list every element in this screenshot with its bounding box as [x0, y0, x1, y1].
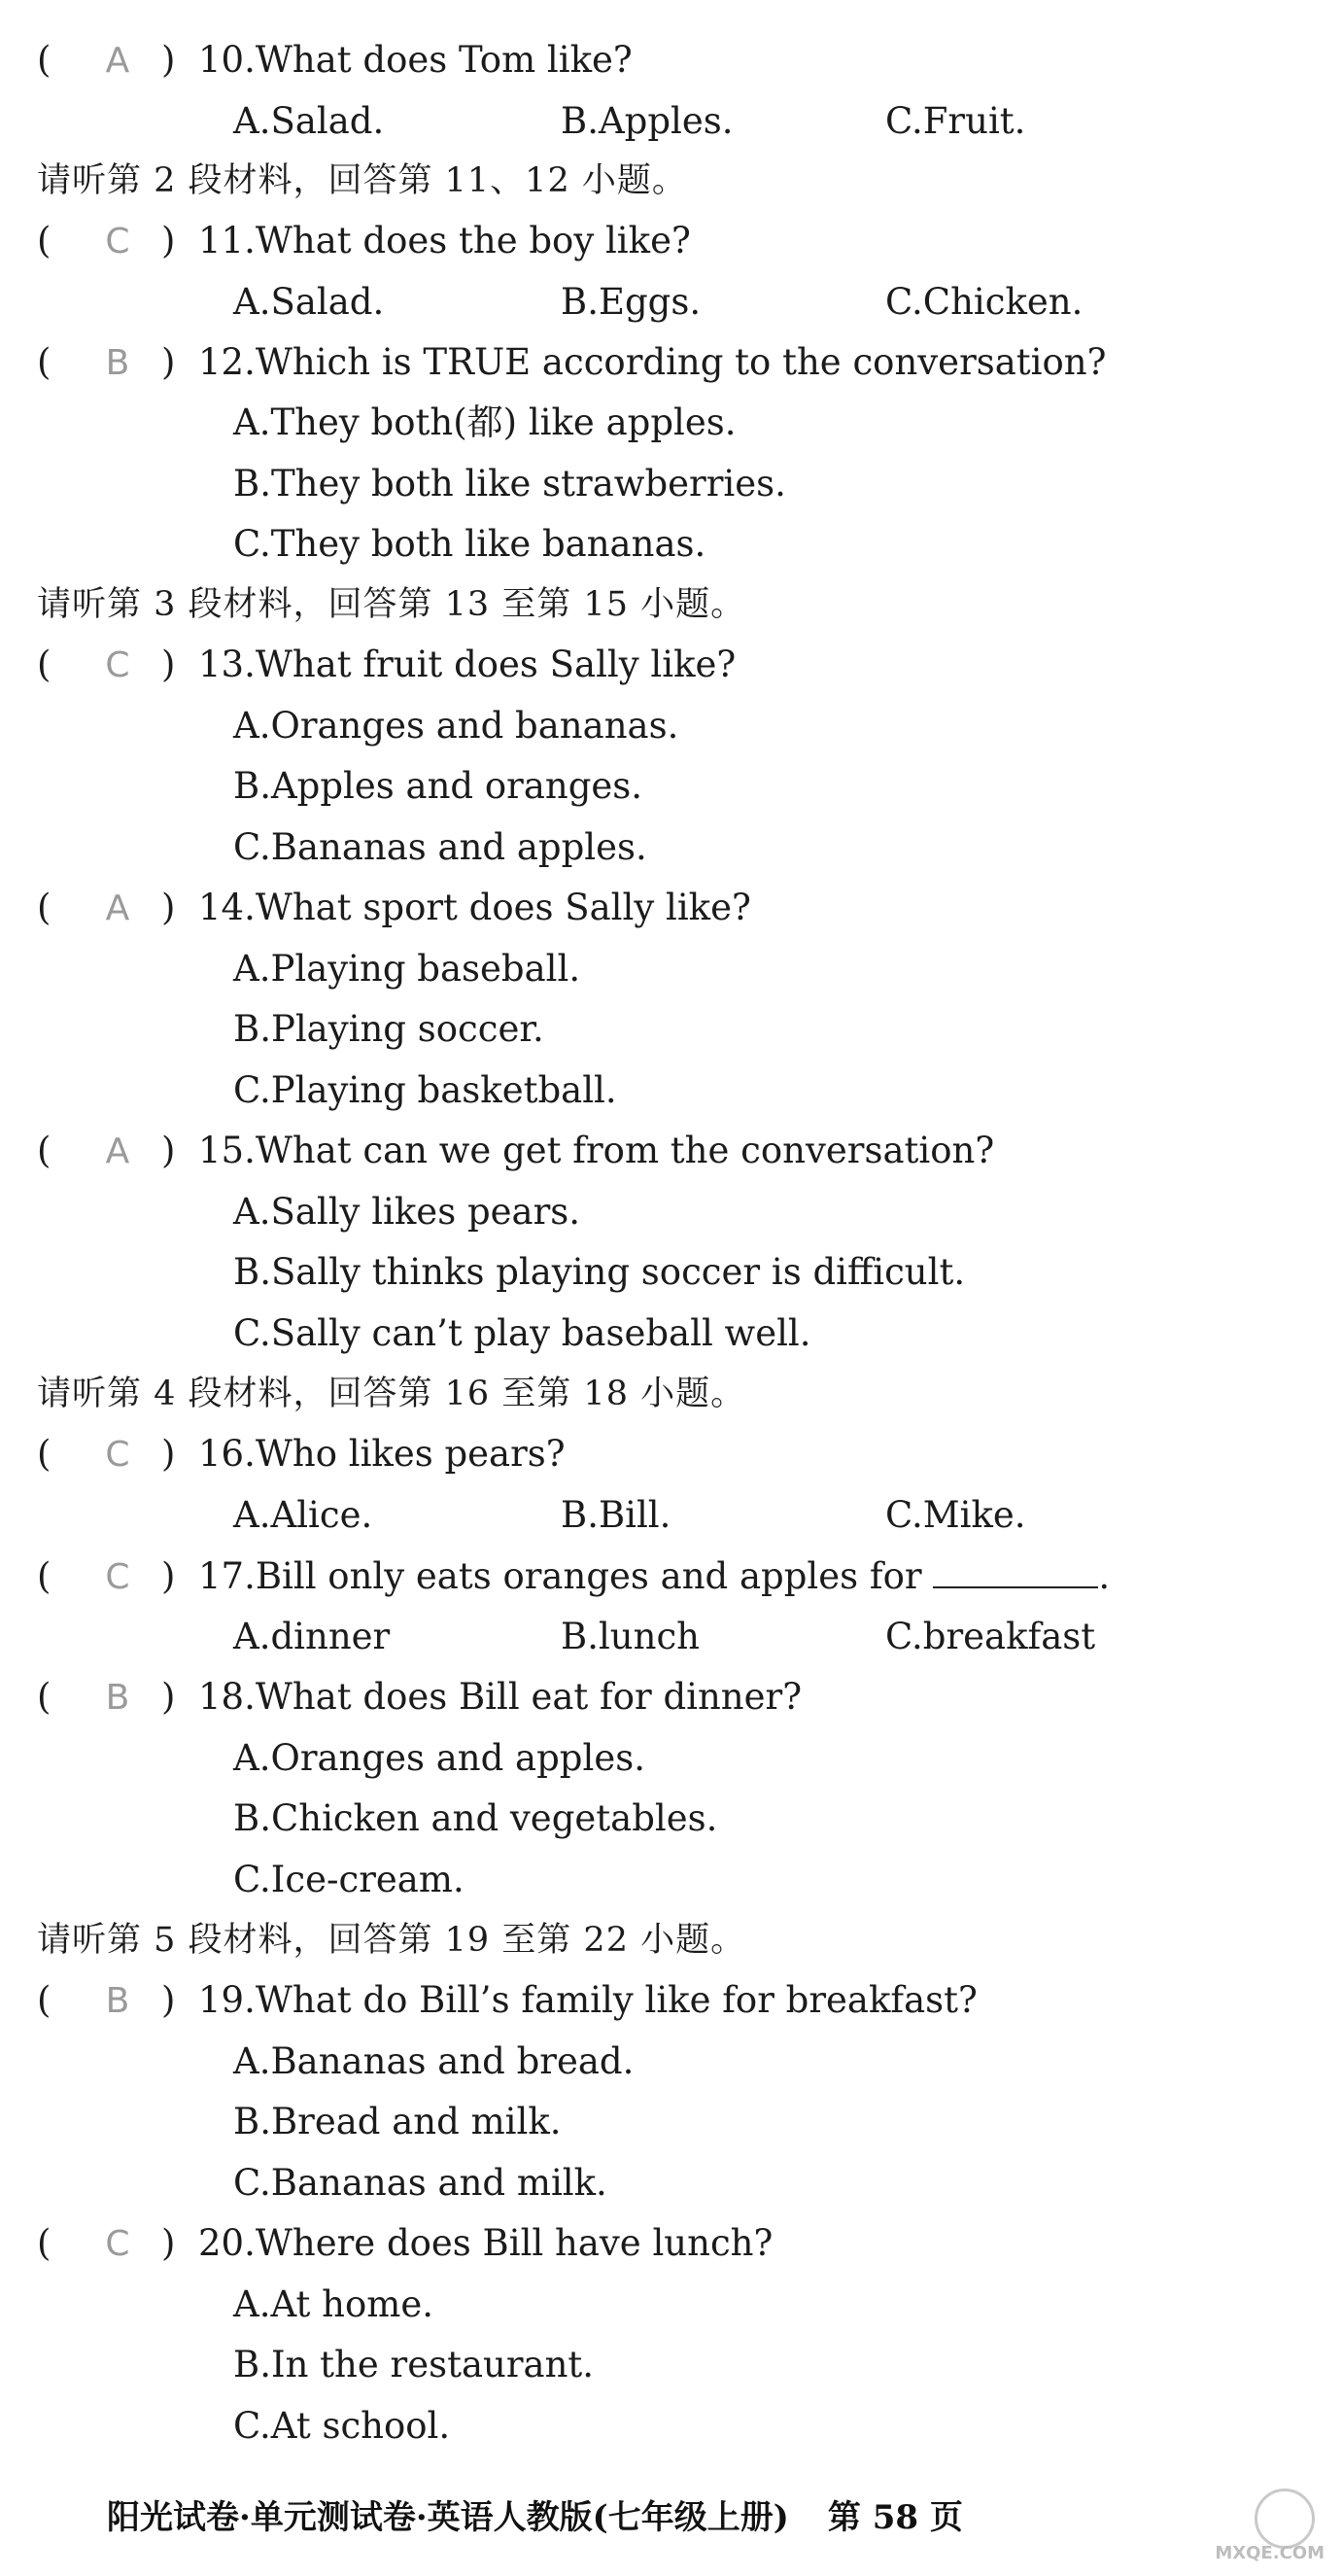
watermark	[1208, 2489, 1325, 2566]
footer-title: 阳光试卷·单元测试卷·英语人教版(七年级上册)	[107, 2498, 789, 2537]
open-paren: (	[37, 887, 52, 928]
option-b: B.Apples.	[561, 100, 734, 142]
question-text: 16.Who likes pears?	[198, 1433, 566, 1475]
option-c: C.Ice-cream.	[233, 1859, 465, 1900]
question-19	[37, 1979, 978, 2023]
question-10	[37, 39, 633, 83]
open-paren: (	[37, 220, 52, 261]
section-heading-2: 请听第 2 段材料，回答第 11、12 小题。	[37, 161, 687, 200]
section-heading-3: 请听第 3 段材料，回答第 13 至第 15 小题。	[37, 585, 746, 624]
close-paren: )	[161, 1130, 176, 1171]
question-text: 12.Which is TRUE according to the conversation?	[198, 341, 1107, 383]
option-c: C.breakfast	[885, 1616, 1096, 1657]
option-c: C.Fruit.	[885, 100, 1026, 142]
section-heading-4: 请听第 4 段材料，回答第 16 至第 18 小题。	[37, 1375, 746, 1413]
answer-blank	[933, 1557, 1098, 1588]
question-16	[37, 1433, 566, 1477]
answer-mark: B	[105, 1678, 130, 1718]
answer-mark: A	[105, 888, 130, 928]
watermark-seal-icon	[1255, 2489, 1315, 2549]
question-text: 13.What fruit does Sally like?	[198, 644, 737, 685]
answer-mark: C	[105, 645, 130, 685]
question-end: .	[1098, 1555, 1111, 1597]
option-a: A.dinner	[233, 1616, 391, 1657]
option-a: A.Salad.	[233, 281, 385, 323]
open-paren: (	[37, 1555, 52, 1597]
option-b: B.Bread and milk.	[233, 2101, 562, 2142]
option-c: C.At school.	[233, 2405, 451, 2447]
option-a: A.Oranges and apples.	[233, 1737, 645, 1779]
option-b: B.lunch	[561, 1616, 700, 1657]
option-c: C.Sally can’t play baseball well.	[233, 1312, 811, 1354]
open-paren: (	[37, 1676, 52, 1718]
answer-mark: A	[105, 41, 130, 81]
answer-mark: C	[105, 2224, 130, 2264]
question-15	[37, 1130, 994, 1173]
option-a: A.Oranges and bananas.	[233, 705, 679, 747]
open-paren: (	[37, 1979, 52, 2021]
answer-mark: B	[105, 343, 130, 383]
option-b: B.Sally thinks playing soccer is difficult.	[233, 1251, 966, 1293]
watermark-text: MXQE.COM	[1215, 2543, 1325, 2563]
option-a: A.Alice.	[233, 1494, 373, 1536]
question-12	[37, 341, 1106, 385]
question-14	[37, 887, 751, 930]
close-paren: )	[161, 1555, 176, 1597]
question-text: 19.What do Bill’s family like for breakfast?	[198, 1979, 978, 2021]
option-c: C.Bananas and milk.	[233, 2162, 607, 2204]
question-text: 18.What does Bill eat for dinner?	[198, 1676, 803, 1718]
close-paren: )	[161, 1676, 176, 1718]
question-text: 17.Bill only eats oranges and apples for	[198, 1555, 922, 1597]
open-paren: (	[37, 341, 52, 383]
page-footer	[107, 2496, 963, 2539]
close-paren: )	[161, 220, 176, 261]
open-paren: (	[37, 2222, 52, 2264]
option-a: A.Salad.	[233, 100, 385, 142]
question-20	[37, 2222, 773, 2266]
option-b: B.Apples and oranges.	[233, 765, 643, 807]
question-text: 11.What does the boy like?	[198, 220, 691, 261]
close-paren: )	[161, 341, 176, 383]
question-13	[37, 644, 736, 687]
option-b: B.Bill.	[561, 1494, 671, 1536]
answer-mark: C	[105, 1435, 130, 1475]
option-b: B.They both like strawberries.	[233, 463, 786, 505]
option-b: B.Chicken and vegetables.	[233, 1797, 718, 1839]
open-paren: (	[37, 39, 52, 81]
answer-mark: C	[105, 222, 130, 261]
close-paren: )	[161, 1433, 176, 1475]
close-paren: )	[161, 644, 176, 685]
option-a: A.At home.	[233, 2283, 434, 2325]
open-paren: (	[37, 1433, 52, 1475]
section-heading-5: 请听第 5 段材料，回答第 19 至第 22 小题。	[37, 1921, 746, 1960]
open-paren: (	[37, 644, 52, 685]
option-a: A.Playing baseball.	[233, 948, 581, 990]
question-text: 14.What sport does Sally like?	[198, 887, 751, 928]
question-18	[37, 1676, 802, 1720]
option-a: A.Bananas and bread.	[233, 2040, 635, 2082]
option-c: C.Mike.	[885, 1494, 1026, 1536]
option-c: C.Playing basketball.	[233, 1069, 617, 1111]
question-17	[37, 1555, 1110, 1599]
open-paren: (	[37, 1130, 52, 1171]
question-text: 20.Where does Bill have lunch?	[198, 2222, 774, 2264]
option-a: A.They both(都) like apples.	[233, 401, 737, 443]
close-paren: )	[161, 1979, 176, 2021]
option-b: B.Playing soccer.	[233, 1008, 544, 1050]
answer-mark: C	[105, 1557, 130, 1597]
close-paren: )	[161, 39, 176, 81]
answer-mark: B	[105, 1981, 130, 2021]
question-text: 15.What can we get from the conversation?	[198, 1130, 995, 1171]
page-number: 第 58 页	[827, 2498, 963, 2537]
option-b: B.In the restaurant.	[233, 2344, 595, 2385]
close-paren: )	[161, 2222, 176, 2264]
option-a: A.Sally likes pears.	[233, 1191, 581, 1233]
option-c: C.Bananas and apples.	[233, 826, 647, 868]
option-c: C.They both like bananas.	[233, 523, 706, 565]
option-c: C.Chicken.	[885, 281, 1084, 323]
question-11	[37, 220, 691, 263]
answer-mark: A	[105, 1131, 130, 1171]
close-paren: )	[161, 887, 176, 928]
option-b: B.Eggs.	[561, 281, 702, 323]
question-text: 10.What does Tom like?	[198, 39, 633, 81]
